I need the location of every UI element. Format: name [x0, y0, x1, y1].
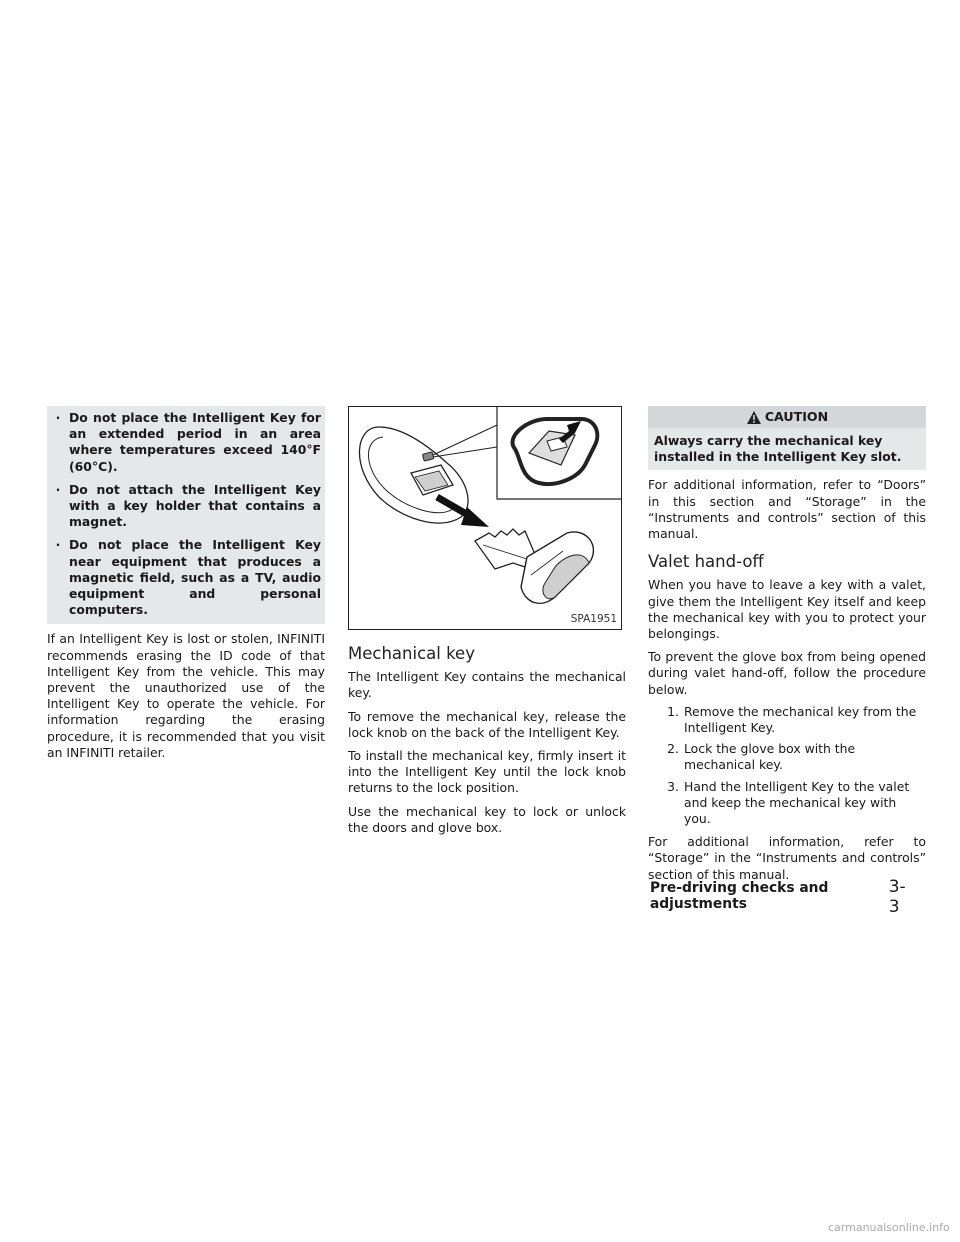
mechanical-key-paragraph: Use the mechanical key to lock or unlock the doors and glove box.	[348, 803, 626, 835]
warning-item	[47, 410, 321, 475]
caution-box	[648, 406, 926, 470]
key-removal-illustration	[349, 407, 621, 629]
mechanical-key-paragraph: The Intelligent Key contains the mechanical key.	[348, 669, 626, 701]
caution-text: Always carry the mechanical key installed in the Intelligent Key slot.	[654, 433, 902, 465]
figure-code: SPA1951	[570, 612, 617, 625]
bullet-mark: ·	[55, 481, 61, 497]
column-middle	[348, 406, 626, 836]
bullet-mark: ·	[55, 410, 61, 425]
step-number: 1.	[667, 703, 679, 719]
mechanical-key-heading: Mechanical key	[348, 644, 475, 663]
warning-item	[47, 482, 321, 531]
valet-paragraph: To prevent the glove box from being opened during valet hand-off, follow the procedure below.	[648, 649, 926, 697]
warning-text: Do not place the Intelligent Key for an extended period in an area where temperatures exceed 140°F (60°C).	[69, 410, 321, 474]
valet-step	[648, 779, 926, 828]
page-footer	[650, 877, 912, 917]
mechanical-key-figure	[348, 406, 622, 630]
valet-step	[648, 704, 926, 736]
lost-key-paragraph: If an Intelligent Key is lost or stolen, INFINITI recommends erasing the ID code of that Intelligent Key from the vehicle. This may prevent the unauthorized use of the Intelligent Key to operate the vehicle. For information regarding the erasing procedure, it is recommended that you visit an INFINITI retailer.	[47, 631, 325, 760]
warning-triangle-icon	[746, 410, 762, 425]
caution-title: CAUTION	[764, 408, 829, 424]
warning-item	[47, 537, 321, 618]
warning-text: Do not place the Intelligent Key near equipment that produces a magnetic field, such as a TV, audio equipment and personal computers.	[69, 537, 321, 618]
footer-section-title: Pre-driving checks and adjustments	[650, 880, 829, 912]
mechanical-key-paragraph: To remove the mechanical key, release the lock knob on the back of the Intelligent Key.	[348, 708, 626, 740]
valet-step	[648, 741, 926, 773]
step-text: Remove the mechanical key from the Intelligent Key.	[684, 703, 917, 736]
valet-paragraph: When you have to leave a key with a valet, give them the Intelligent Key itself and keep the mechanical key with you to protect your belongings.	[648, 577, 926, 642]
valet-heading: Valet hand-off	[648, 552, 764, 572]
column-right	[648, 406, 926, 883]
step-number: 3.	[667, 778, 679, 794]
valet-steps	[648, 704, 926, 827]
page-number: 3-3	[888, 877, 906, 917]
mechanical-key-paragraph: To install the mechanical key, firmly insert it into the Intelligent Key until the lock knob returns to the lock position.	[348, 748, 626, 796]
column-left	[47, 406, 325, 761]
warning-text: Do not attach the Intelligent Key with a key holder that contains a magnet.	[69, 481, 321, 530]
additional-info-paragraph: For additional information, refer to “Doors” in this section and “Storage” in the “Instruments and controls” section of this manual.	[648, 477, 926, 542]
step-text: Hand the Intelligent Key to the valet and keep the mechanical key with you.	[684, 778, 910, 827]
warning-box	[47, 406, 325, 624]
step-number: 2.	[667, 741, 679, 757]
caution-header	[648, 406, 926, 428]
watermark: carmanualsonline.info	[828, 1221, 950, 1234]
bullet-mark: ·	[55, 537, 61, 553]
valet-additional-info: For additional information, refer to “Storage” in the “Instruments and controls” section of this manual.	[648, 834, 926, 882]
step-text: Lock the glove box with the mechanical key.	[684, 741, 856, 773]
